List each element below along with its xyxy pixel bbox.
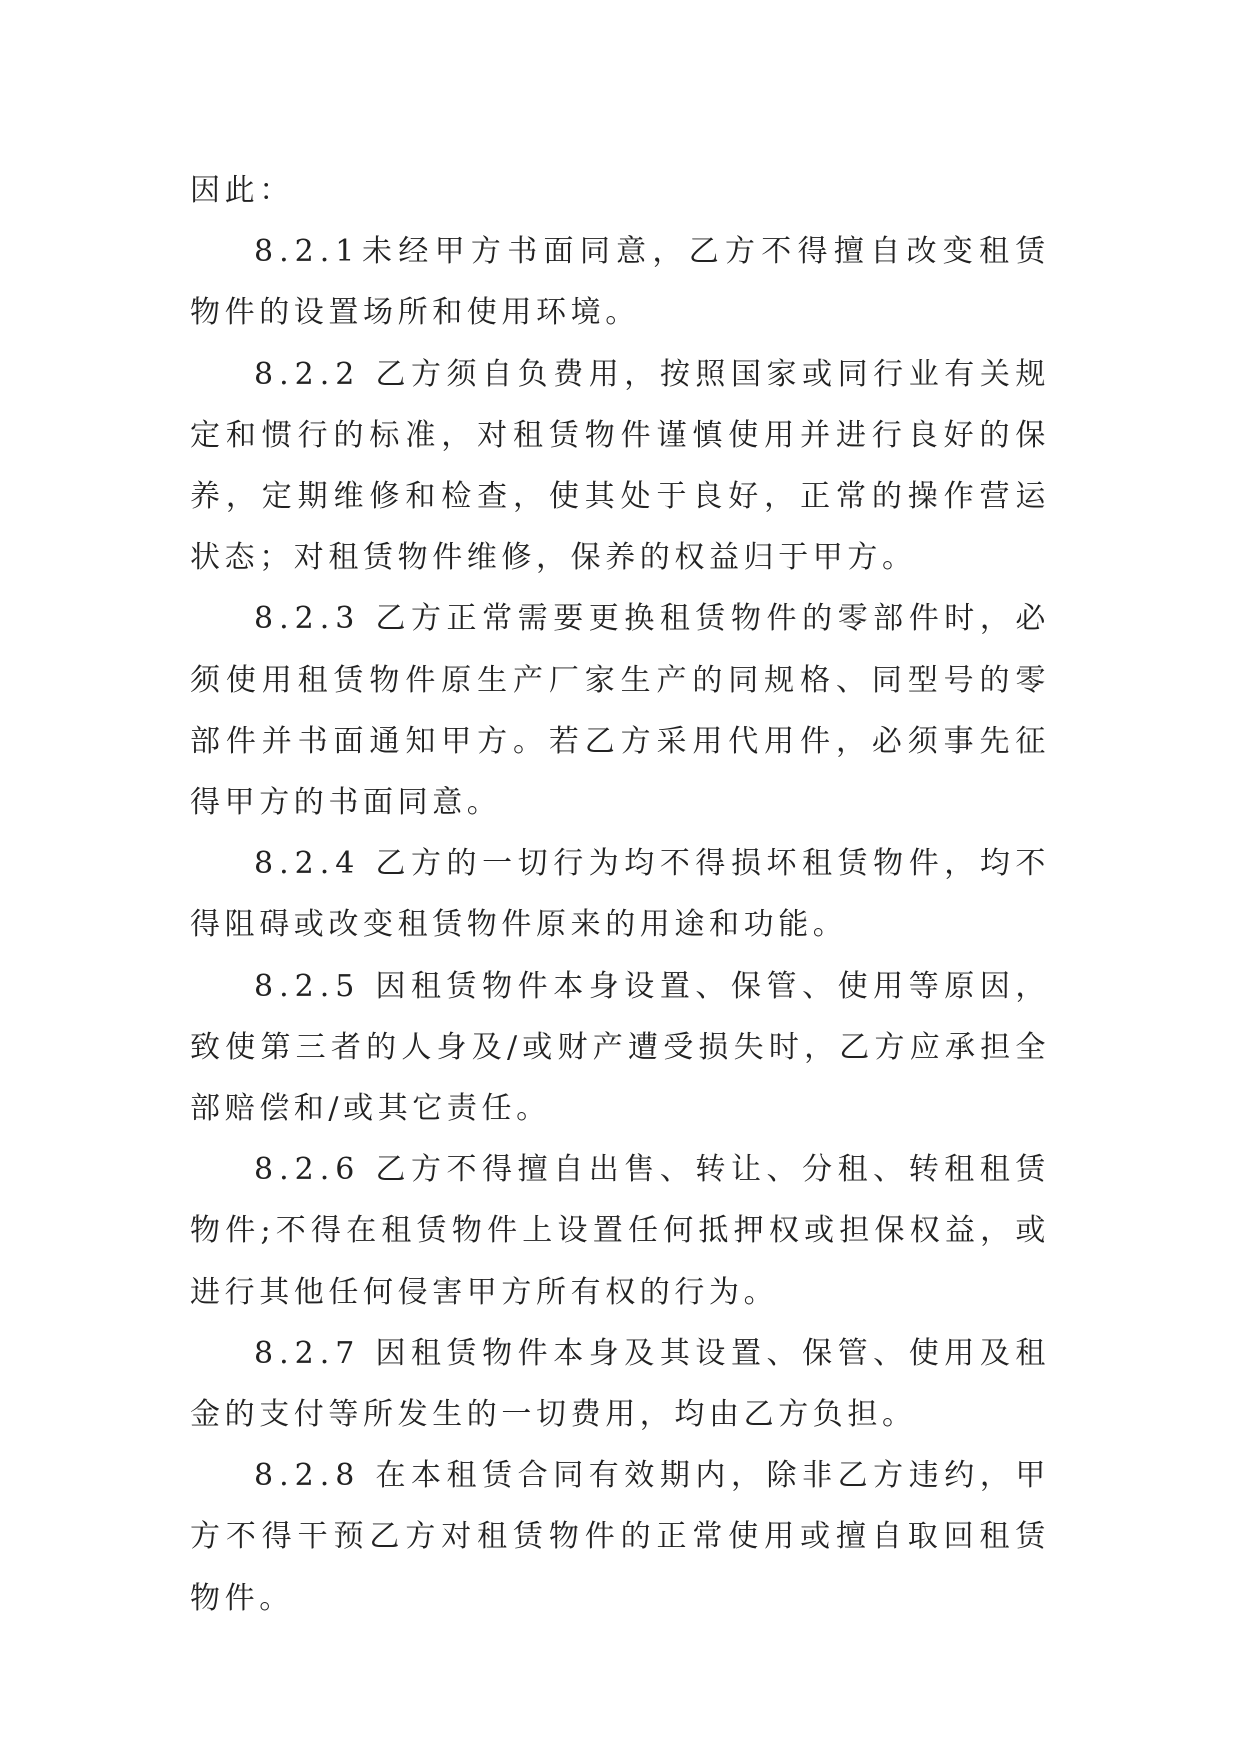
clause-8-2-8 [190, 1445, 1050, 1629]
clause-text: 在本租赁合同有效期内，除非乙方违约，甲方不得干预乙方对租赁物件的正常使用或擅自取回租赁物件。 [190, 1458, 1050, 1616]
clause-text: 乙方的一切行为均不得损坏租赁物件，均不得阻碍或改变租赁物件原来的用途和功能。 [190, 846, 1050, 943]
clause-number: 8.2.7 [254, 1335, 361, 1371]
clause-number: 8.2.1 [254, 234, 361, 270]
clause-text: 未经甲方书面同意，乙方不得擅自改变租赁物件的设置场所和使用环境。 [190, 234, 1050, 331]
clause-number: 8.2.8 [254, 1458, 361, 1494]
intro-paragraph: 因此： [190, 173, 294, 208]
clause-number: 8.2.4 [254, 846, 361, 882]
clause-text: 因租赁物件本身及其设置、保管、使用及租金的支付等所发生的一切费用，均由乙方负担。 [190, 1335, 1050, 1433]
clause-text: 乙方不得擅自出售、转让、分租、转租租赁物件;不得在租赁物件上设置任何抵押权或担保权益，或进行其他任何侵害甲方所有权的行为。 [190, 1152, 1050, 1310]
clause-8-2-4 [190, 833, 1050, 955]
clause-number: 8.2.6 [254, 1152, 361, 1188]
clause-number: 8.2.2 [254, 356, 361, 392]
clause-8-2-2 [190, 344, 1050, 589]
document-page [190, 160, 1050, 1629]
clause-8-2-6 [190, 1139, 1050, 1323]
clause-8-2-5 [190, 956, 1050, 1140]
clause-8-2-7 [190, 1323, 1050, 1445]
clause-8-2-1 [190, 221, 1050, 343]
clause-text: 乙方正常需要更换租赁物件的零部件时，必须使用租赁物件原生产厂家生产的同规格、同型号的零部件并书面通知甲方。若乙方采用代用件，必须事先征得甲方的书面同意。 [190, 601, 1050, 821]
clause-8-2-3 [190, 588, 1050, 833]
clause-text: 因租赁物件本身设置、保管、使用等原因，致使第三者的人身及/或财产遭受损失时，乙方应承担全部赔偿和/或其它责任。 [190, 968, 1050, 1127]
clause-number: 8.2.5 [254, 968, 361, 1004]
clause-number: 8.2.3 [254, 601, 361, 637]
clause-text: 乙方须自负费用，按照国家或同行业有关规定和惯行的标准，对租赁物件谨慎使用并进行良好的保养，定期维修和检查，使其处于良好，正常的操作营运状态；对租赁物件维修，保养的权益归于甲方。 [190, 356, 1050, 576]
